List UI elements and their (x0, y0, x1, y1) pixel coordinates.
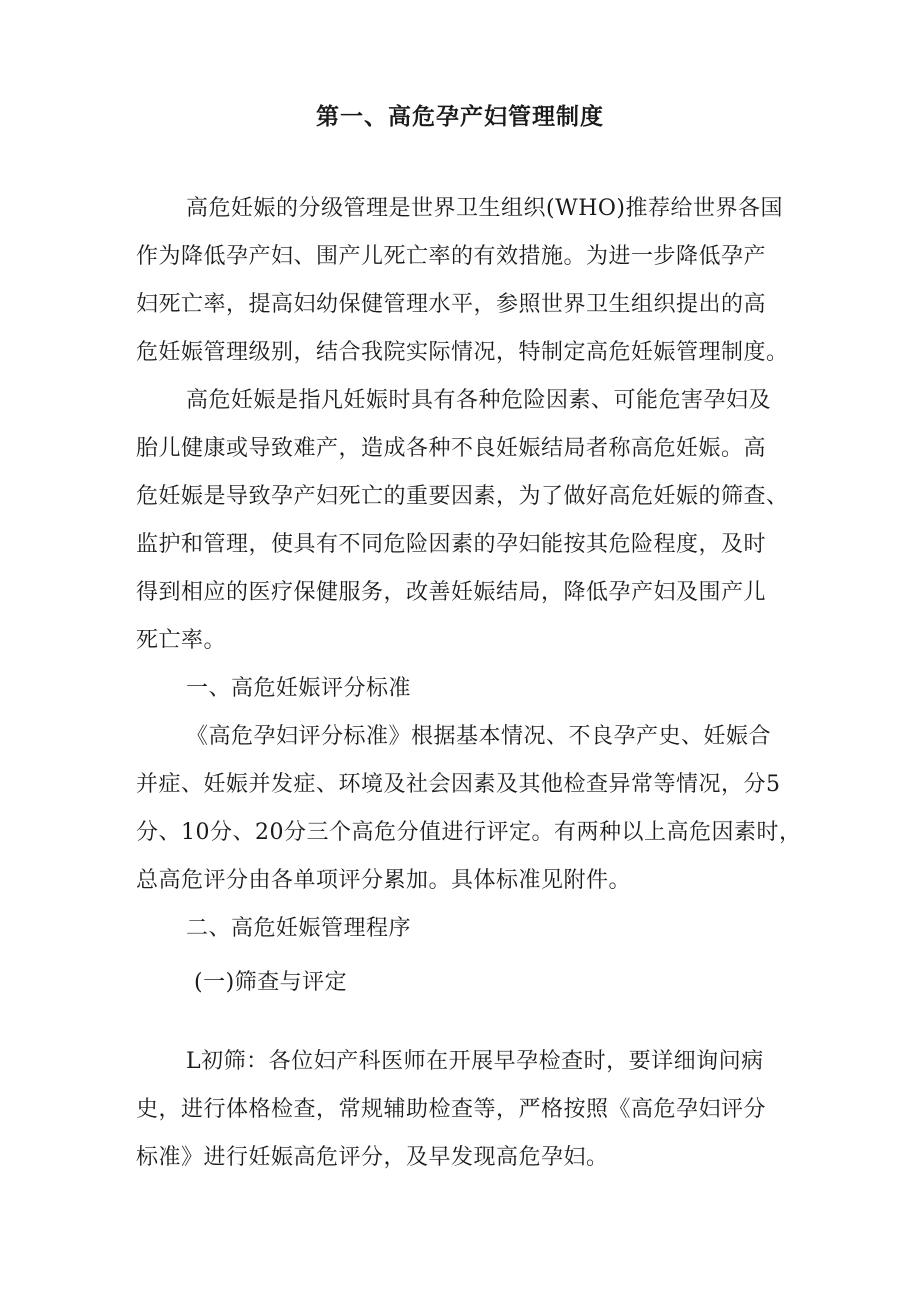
text-line: 总高危评分由各单项评分累加。具体标准见附件。 (136, 868, 632, 893)
text-line: 《高危孕妇评分标准》根据基本情况、不良孕产史、妊娠合 (186, 724, 772, 749)
text-line: 得到相应的医疗保健服务，改善妊娠结局，降低孕产妇及围产儿 (136, 580, 767, 605)
heading-text: 二、高危妊娠管理程序 (186, 916, 412, 941)
paragraph-scoring (136, 713, 802, 905)
subsection-heading (136, 959, 796, 1007)
paragraph-definition (136, 377, 796, 665)
text-line: L初筛：各位妇产科医师在开展早孕检查时，要详细询问病 (186, 1049, 764, 1074)
text-line: 史，进行体格检查，常规辅助检查等，严格按照《高危孕妇评分 (136, 1097, 767, 1122)
heading-text: (一)筛查与评定 (194, 970, 348, 995)
text-line: 胎儿健康或导致难产，造成各种不良妊娠结局者称高危妊娠。高 (136, 436, 767, 461)
text-line: 危妊娠是导致孕产妇死亡的重要因素，为了做好高危妊娠的筛查、 (136, 484, 789, 509)
text-line: 分、10分、20分三个高危分值进行评定。有两种以上高危因素时， (136, 820, 802, 845)
text-line: 监护和管理，使具有不同危险因素的孕妇能按其危险程度，及时 (136, 532, 767, 557)
paragraph-screening (136, 1038, 796, 1182)
section-heading-2 (136, 905, 796, 953)
paragraph-intro (136, 185, 796, 377)
text-line: 并症、妊娠并发症、环境及社会因素及其他检查异常等情况，分5 (136, 772, 781, 797)
page-title: 第一、高危孕产妇管理制度 (316, 103, 604, 130)
text-line: 高危妊娠的分级管理是世界卫生组织(WHO)推荐给世界各国 (186, 196, 784, 221)
heading-text: 一、高危妊娠评分标准 (186, 676, 412, 701)
section-heading-1 (136, 665, 796, 713)
text-line: 标准》进行妊娠高危评分，及早发现高危孕妇。 (136, 1145, 609, 1170)
text-line: 死亡率。 (136, 628, 227, 653)
text-line: 高危妊娠是指凡妊娠时具有各种危险因素、可能危害孕妇及 (186, 388, 772, 413)
text-line: 作为降低孕产妇、围产儿死亡率的有效措施。为进一步降低孕产 (136, 244, 767, 269)
text-line: 妇死亡率，提高妇幼保健管理水平，参照世界卫生组织提出的高 (136, 292, 767, 317)
text-line: 危妊娠管理级别，结合我院实际情况，特制定高危妊娠管理制度。 (136, 340, 789, 365)
